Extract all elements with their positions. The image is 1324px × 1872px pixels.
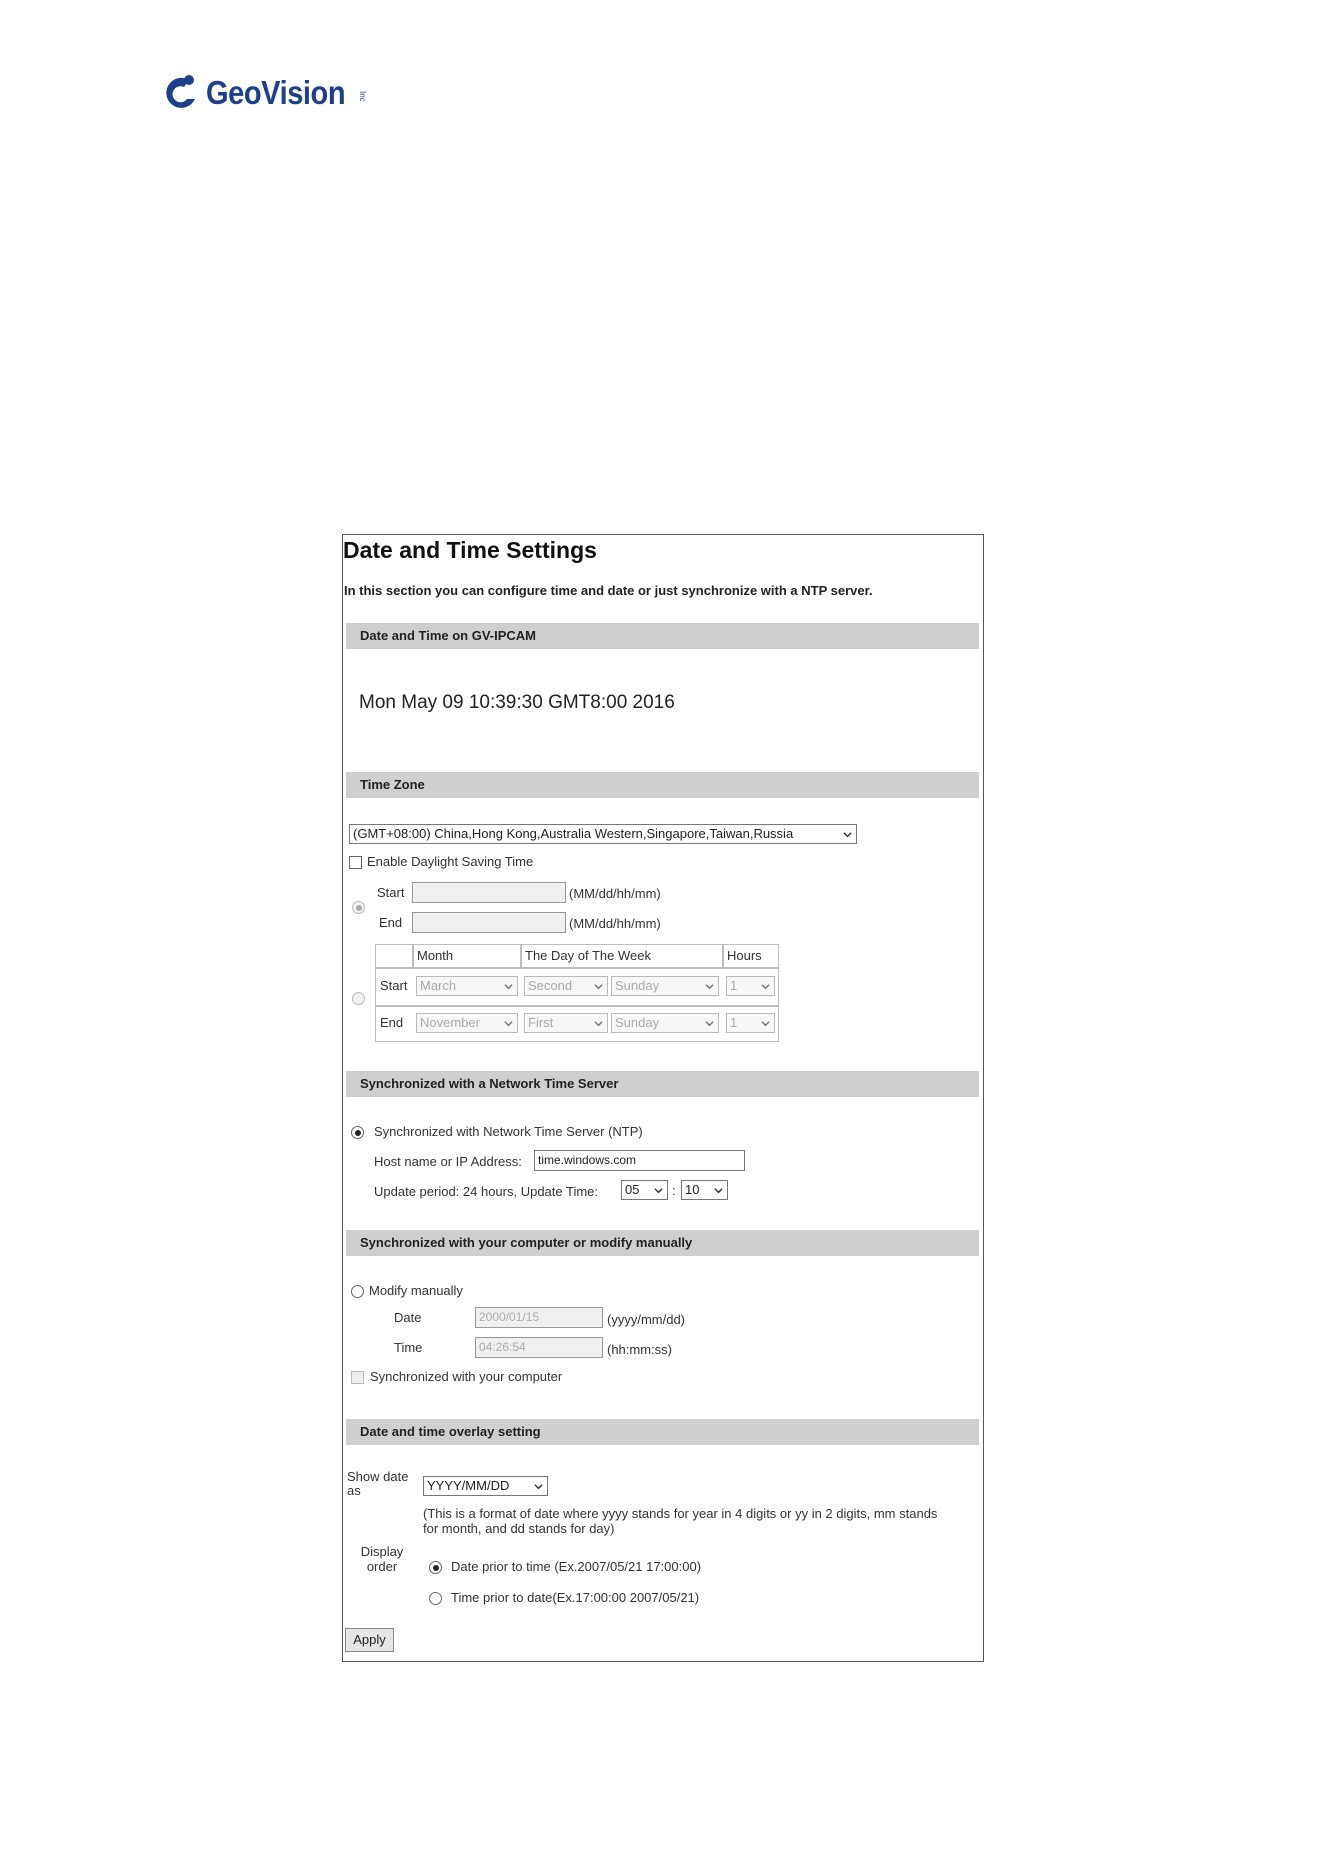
dst-date-mode-radio[interactable] xyxy=(352,901,365,914)
chevron-down-icon xyxy=(534,1482,543,1491)
manual-date-input[interactable]: 2000/01/15 xyxy=(475,1307,603,1328)
dst-end-week-value: First xyxy=(528,1015,554,1030)
dst-label: Enable Daylight Saving Time xyxy=(367,854,534,869)
chevron-down-icon xyxy=(504,1019,513,1028)
dst-start-day-value: Sunday xyxy=(615,978,660,993)
section-header-ntp xyxy=(346,1071,979,1097)
dst-start-hour-value: 1 xyxy=(730,978,738,993)
ntp-hour-value: 05 xyxy=(625,1182,640,1197)
ntp-hour-select[interactable] xyxy=(621,1180,668,1200)
ntp-host-label: Host name or IP Address: xyxy=(374,1154,522,1169)
chevron-down-icon xyxy=(761,1019,770,1028)
manual-date-label: Date xyxy=(394,1310,422,1325)
chevron-down-icon xyxy=(714,1186,723,1195)
show-date-label: Show date as xyxy=(347,1469,409,1498)
ntp-host-input[interactable]: time.windows.com xyxy=(534,1150,745,1171)
date-format-value: YYYY/MM/DD xyxy=(427,1478,510,1493)
date-first-label: Date prior to time (Ex.2007/05/21 17:00:00) xyxy=(451,1559,702,1574)
chevron-down-icon xyxy=(504,982,513,991)
chevron-down-icon xyxy=(594,982,603,991)
section-header-overlay xyxy=(346,1419,979,1445)
dst-start-month-value: March xyxy=(420,978,457,993)
table-row-end-label: End xyxy=(380,1015,404,1030)
dst-end-month-value: November xyxy=(420,1015,480,1030)
chevron-down-icon xyxy=(705,1019,714,1028)
manual-time-label: Time xyxy=(394,1340,423,1355)
geovision-logo-icon xyxy=(162,71,202,115)
dst-start-month-select[interactable] xyxy=(416,976,518,996)
section-header-timezone xyxy=(346,772,979,798)
dst-end-day-value: Sunday xyxy=(615,1015,660,1030)
section-header-current-label: Date and Time on GV-IPCAM xyxy=(360,628,537,643)
dst-start-day-select[interactable] xyxy=(611,976,719,996)
ntp-label: Synchronized with Network Time Server (NTP) xyxy=(374,1124,643,1139)
manual-date-hint: (yyyy/mm/dd) xyxy=(607,1312,685,1327)
table-header-hours: Hours xyxy=(723,944,779,968)
manual-time-input[interactable]: 04:26:54 xyxy=(475,1337,603,1358)
dst-end-hour-select[interactable] xyxy=(726,1013,775,1033)
time-first-radio[interactable] xyxy=(429,1592,442,1605)
dst-end-day-select[interactable] xyxy=(611,1013,719,1033)
section-header-ntp-label: Synchronized with a Network Time Server xyxy=(360,1076,619,1091)
chevron-down-icon xyxy=(705,982,714,991)
timezone-select-value: (GMT+08:00) China,Hong Kong,Australia Western,Singapore,Taiwan,Russia xyxy=(353,826,794,841)
dst-checkbox[interactable] xyxy=(349,856,362,869)
current-datetime: Mon May 09 10:39:30 GMT8:00 2016 xyxy=(359,692,675,713)
ntp-minute-select[interactable] xyxy=(681,1180,728,1200)
ntp-time-separator: : xyxy=(672,1183,676,1198)
date-format-note-line2: for month, and dd stands for day) xyxy=(423,1521,615,1536)
dst-start-hint: (MM/dd/hh/mm) xyxy=(569,886,661,901)
page-intro: In this section you can configure time and date or just synchronize with a NTP server. xyxy=(344,583,873,598)
ntp-minute-value: 10 xyxy=(685,1182,700,1197)
settings-panel xyxy=(342,534,984,1662)
modify-manually-radio[interactable] xyxy=(351,1285,364,1298)
sync-computer-checkbox[interactable] xyxy=(351,1371,364,1384)
table-header-month: Month xyxy=(413,944,521,968)
chevron-down-icon xyxy=(843,830,852,839)
section-header-computer-label: Synchronized with your computer or modify manually xyxy=(360,1235,693,1250)
dst-start-hour-select[interactable] xyxy=(726,976,775,996)
table-header-blank xyxy=(375,944,413,968)
dst-end-hint: (MM/dd/hh/mm) xyxy=(569,916,661,931)
dst-end-month-select[interactable] xyxy=(416,1013,518,1033)
timezone-select[interactable] xyxy=(349,824,857,844)
dst-start-week-select[interactable] xyxy=(524,976,608,996)
table-header-day-of-week: The Day of The Week xyxy=(521,944,723,968)
dst-end-hour-value: 1 xyxy=(730,1015,738,1030)
manual-time-hint: (hh:mm:ss) xyxy=(607,1342,672,1357)
chevron-down-icon xyxy=(761,982,770,991)
dst-end-input[interactable] xyxy=(412,912,566,933)
ntp-radio[interactable] xyxy=(351,1126,364,1139)
logo-brand-text: GeoVision xyxy=(206,74,346,111)
logo-inc-text: Inc xyxy=(358,90,368,102)
section-header-current xyxy=(346,623,979,649)
dst-end-week-select[interactable] xyxy=(524,1013,608,1033)
dst-start-label: Start xyxy=(377,885,405,900)
section-header-computer xyxy=(346,1230,979,1256)
date-first-radio[interactable] xyxy=(429,1561,442,1574)
table-row-start-label: Start xyxy=(380,978,408,993)
section-header-timezone-label: Time Zone xyxy=(360,777,425,792)
time-first-label: Time prior to date(Ex.17:00:00 2007/05/21) xyxy=(451,1590,700,1605)
display-order-label: Display order xyxy=(360,1544,404,1574)
apply-button[interactable]: Apply xyxy=(345,1628,394,1652)
dst-weekday-mode-radio[interactable] xyxy=(352,992,365,1005)
dst-start-input[interactable] xyxy=(412,882,566,903)
date-format-note-line1: (This is a format of date where yyyy stands for year in 4 digits or yy in 2 digits, mm stands xyxy=(423,1506,938,1521)
date-format-select[interactable] xyxy=(423,1476,548,1496)
geovision-logo xyxy=(162,68,367,118)
dst-start-week-value: Second xyxy=(528,978,573,993)
modify-manually-label: Modify manually xyxy=(369,1283,463,1298)
chevron-down-icon xyxy=(594,1019,603,1028)
chevron-down-icon xyxy=(654,1186,663,1195)
ntp-update-label: Update period: 24 hours, Update Time: xyxy=(374,1184,599,1199)
section-header-overlay-label: Date and time overlay setting xyxy=(360,1424,541,1439)
dst-end-label: End xyxy=(379,915,403,930)
page-title: Date and Time Settings xyxy=(343,537,597,563)
sync-computer-label: Synchronized with your computer xyxy=(370,1369,563,1384)
